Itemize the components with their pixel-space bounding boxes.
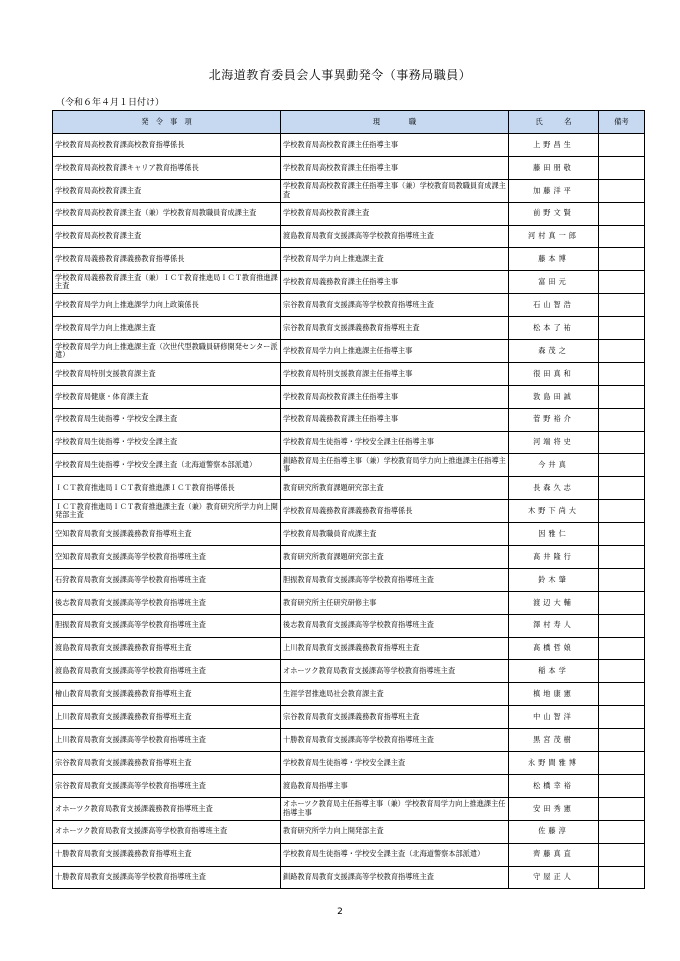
current-position-cell: 学校教育局高校教育課主任指導主事	[281, 134, 509, 157]
table-row	[53, 500, 645, 523]
name-cell: 髙井隆行	[509, 546, 599, 569]
remarks-cell	[599, 477, 645, 500]
current-position-cell: 十勝教育局教育支援課高等学校教育指導班主査	[281, 729, 509, 752]
table-row	[53, 637, 645, 660]
remarks-cell	[599, 156, 645, 179]
table-row	[53, 317, 645, 340]
appointment-cell: 空知教育局教育支援課義務教育指導班主査	[53, 523, 281, 546]
current-position-cell: 学校教育局生徒指導・学校安全課主任指導主事	[281, 431, 509, 454]
remarks-cell	[599, 134, 645, 157]
remarks-cell	[599, 683, 645, 706]
remarks-cell	[599, 454, 645, 477]
remarks-cell	[599, 248, 645, 271]
remarks-cell	[599, 202, 645, 225]
table-row	[53, 660, 645, 683]
appointment-cell: 学校教育局学力向上推進課主査	[53, 317, 281, 340]
table-row	[53, 179, 645, 202]
current-position-cell: 学校教育局義務教育課主任指導主事	[281, 408, 509, 431]
current-position-cell: 宗谷教育局教育支援課義務教育指導班主査	[281, 317, 509, 340]
remarks-cell	[599, 614, 645, 637]
table-row	[53, 134, 645, 157]
table-row	[53, 614, 645, 637]
name-cell: 槙地康憲	[509, 683, 599, 706]
current-position-cell: 生涯学習推進局社会教育課主査	[281, 683, 509, 706]
table-row	[53, 156, 645, 179]
current-position-cell: 学校教育局高校教育課主任指導主事	[281, 156, 509, 179]
current-position-cell: 学校教育局特別支援教育課主任指導主事	[281, 362, 509, 385]
appointment-cell: ＩＣＴ教育推進局ＩＣＴ教育推進課ＩＣＴ教育指導係長	[53, 477, 281, 500]
remarks-cell	[599, 408, 645, 431]
name-cell: 佐藤淳	[509, 820, 599, 843]
current-position-cell: 渡島教育局指導主事	[281, 774, 509, 797]
personnel-table	[52, 110, 645, 889]
current-position-cell: オホーツク教育局教育支援課高等学校教育指導班主査	[281, 660, 509, 683]
table-row	[53, 271, 645, 294]
name-cell: 木野下尚大	[509, 500, 599, 523]
document-title: 北海道教育委員会人事異動発令（事務局職員）	[208, 68, 472, 82]
name-cell: 松本了祐	[509, 317, 599, 340]
current-position-cell: 学校教育局高校教育課主任指導主事（兼）学校教育局教職員育成課主査	[281, 179, 509, 202]
current-position-cell: 釧路教育局主任指導主事（兼）学校教育局学力向上推進課主任指導主事	[281, 454, 509, 477]
remarks-cell	[599, 546, 645, 569]
header-name: 氏 名	[509, 111, 599, 134]
appointment-cell: 胆振教育局教育支援課高等学校教育指導班主査	[53, 614, 281, 637]
table-header-row	[53, 111, 645, 134]
appointment-cell: 学校教育局特別支援教育課主査	[53, 362, 281, 385]
name-cell: 上野昌生	[509, 134, 599, 157]
current-position-cell: 学校教育局学力向上推進課主査	[281, 248, 509, 271]
name-cell: 很田真和	[509, 362, 599, 385]
table-row	[53, 248, 645, 271]
name-cell: 石山智浩	[509, 294, 599, 317]
current-position-cell: 学校教育局生徒指導・学校安全課主査（北海道警察本部派遣）	[281, 843, 509, 866]
name-cell: 今井真	[509, 454, 599, 477]
appointment-cell: 後志教育局教育支援課高等学校教育指導班主査	[53, 591, 281, 614]
appointment-cell: 学校教育局高校教育課キャリア教育指導係長	[53, 156, 281, 179]
name-cell: 澤村寿人	[509, 614, 599, 637]
remarks-cell	[599, 706, 645, 729]
remarks-cell	[599, 271, 645, 294]
current-position-cell: 宗谷教育局教育支援課高等学校教育指導班主査	[281, 294, 509, 317]
remarks-cell	[599, 591, 645, 614]
table-row	[53, 408, 645, 431]
name-cell: 藤田朋敬	[509, 156, 599, 179]
appointment-cell: 学校教育局義務教育課義務教育指導係長	[53, 248, 281, 271]
current-position-cell: 教育研究所主任研究研修主事	[281, 591, 509, 614]
name-cell: 黒宮茂樹	[509, 729, 599, 752]
current-position-cell: 学校教育局学力向上推進課主任指導主事	[281, 340, 509, 363]
appointment-cell: 渡島教育局教育支援課義務教育指導班主査	[53, 637, 281, 660]
appointment-cell: 十勝教育局教育支援課義務教育指導班主査	[53, 843, 281, 866]
table-row	[53, 820, 645, 843]
table-row	[53, 294, 645, 317]
appointment-cell: 石狩教育局教育支援課高等学校教育指導班主査	[53, 568, 281, 591]
table-row	[53, 362, 645, 385]
remarks-cell	[599, 866, 645, 889]
appointment-cell: 空知教育局教育支援課高等学校教育指導班主査	[53, 546, 281, 569]
remarks-cell	[599, 752, 645, 775]
remarks-cell	[599, 362, 645, 385]
header-remarks: 備考	[599, 111, 645, 134]
name-cell: 松橋幸裕	[509, 774, 599, 797]
current-position-cell: 宗谷教育局教育支援課義務教育指導班主査	[281, 706, 509, 729]
current-position-cell: 学校教育局義務教育課義務教育指導係長	[281, 500, 509, 523]
name-cell: 安田秀憲	[509, 797, 599, 820]
appointment-cell: 宗谷教育局教育支援課高等学校教育指導班主査	[53, 774, 281, 797]
table-row	[53, 340, 645, 363]
name-cell: 長森久志	[509, 477, 599, 500]
current-position-cell: 教育研究所学力向上開発部主査	[281, 820, 509, 843]
remarks-cell	[599, 523, 645, 546]
current-position-cell: 釧路教育局教育支援課高等学校教育指導班主査	[281, 866, 509, 889]
remarks-cell	[599, 225, 645, 248]
name-cell: 永野間雅博	[509, 752, 599, 775]
appointment-cell: 檜山教育局教育支援課義務教育指導班主査	[53, 683, 281, 706]
remarks-cell	[599, 774, 645, 797]
header-appointment: 発 令 事 項	[53, 111, 281, 134]
remarks-cell	[599, 660, 645, 683]
current-position-cell: 学校教育局高校教育課主任指導主事	[281, 385, 509, 408]
table-row	[53, 385, 645, 408]
remarks-cell	[599, 500, 645, 523]
table-row	[53, 797, 645, 820]
header-current-position: 現 職	[281, 111, 509, 134]
current-position-cell: 学校教育局義務教育課主任指導主事	[281, 271, 509, 294]
remarks-cell	[599, 385, 645, 408]
current-position-cell: 学校教育局教職員育成課主査	[281, 523, 509, 546]
table-body	[53, 134, 645, 889]
table-row	[53, 706, 645, 729]
table-row	[53, 454, 645, 477]
table-row	[53, 752, 645, 775]
name-cell: 因雅仁	[509, 523, 599, 546]
remarks-cell	[599, 317, 645, 340]
name-cell: 森茂之	[509, 340, 599, 363]
table-row	[53, 523, 645, 546]
remarks-cell	[599, 820, 645, 843]
name-cell: 前野文賢	[509, 202, 599, 225]
appointment-cell: 学校教育局学力向上推進課学力向上政策係長	[53, 294, 281, 317]
table-row	[53, 477, 645, 500]
appointment-cell: 十勝教育局教育支援課高等学校教育指導班主査	[53, 866, 281, 889]
current-position-cell: 渡島教育局教育支援課高等学校教育指導班主査	[281, 225, 509, 248]
remarks-cell	[599, 637, 645, 660]
appointment-cell: 宗谷教育局教育支援課義務教育指導班主査	[53, 752, 281, 775]
name-cell: 藤本博	[509, 248, 599, 271]
table-row	[53, 202, 645, 225]
appointment-cell: 学校教育局生徒指導・学校安全課主査	[53, 431, 281, 454]
appointment-cell: 学校教育局高校教育課高校教育指導係長	[53, 134, 281, 157]
appointment-cell: 渡島教育局教育支援課高等学校教育指導班主査	[53, 660, 281, 683]
appointment-cell: 学校教育局高校教育課主査（兼）学校教育局教職員育成課主査	[53, 202, 281, 225]
table-row	[53, 774, 645, 797]
name-cell: 河端将史	[509, 431, 599, 454]
table-row	[53, 866, 645, 889]
appointment-cell: 学校教育局義務教育課主査（兼）ＩＣＴ教育推進局ＩＣＴ教育推進課主査	[53, 271, 281, 294]
name-cell: 守屋正人	[509, 866, 599, 889]
remarks-cell	[599, 797, 645, 820]
table-row	[53, 568, 645, 591]
table-row	[53, 591, 645, 614]
table-row	[53, 225, 645, 248]
current-position-cell: 教育研究所教育課題研究部主査	[281, 477, 509, 500]
remarks-cell	[599, 179, 645, 202]
appointment-cell: 学校教育局生徒指導・学校安全課主査	[53, 408, 281, 431]
appointment-cell: 上川教育局教育支援課義務教育指導班主査	[53, 706, 281, 729]
table-row	[53, 843, 645, 866]
table-row	[53, 546, 645, 569]
current-position-cell: オホーツク教育局主任指導主事（兼）学校教育局学力向上推進課主任指導主事	[281, 797, 509, 820]
appointment-cell: オホーツク教育局教育支援課義務教育指導班主査	[53, 797, 281, 820]
name-cell: 稲本学	[509, 660, 599, 683]
name-cell: 河村真一郎	[509, 225, 599, 248]
name-cell: 菅野裕介	[509, 408, 599, 431]
appointment-cell: 上川教育局教育支援課高等学校教育指導班主査	[53, 729, 281, 752]
name-cell: 富田元	[509, 271, 599, 294]
appointment-cell: 学校教育局健康・体育課主査	[53, 385, 281, 408]
current-position-cell: 上川教育局教育支援課義務教育指導班主査	[281, 637, 509, 660]
name-cell: 渡辺大輔	[509, 591, 599, 614]
current-position-cell: 学校教育局高校教育課主査	[281, 202, 509, 225]
remarks-cell	[599, 340, 645, 363]
effective-date: （令和６年４月１日付け）	[56, 98, 165, 108]
appointment-cell: 学校教育局学力向上推進課主査（次世代型教職員研修開発センター派遣）	[53, 340, 281, 363]
current-position-cell: 教育研究所教育課題研究部主査	[281, 546, 509, 569]
name-cell: 鈴木肇	[509, 568, 599, 591]
appointment-cell: ＩＣＴ教育推進局ＩＣＴ教育推進課主査（兼）教育研究所学力向上開発部主査	[53, 500, 281, 523]
remarks-cell	[599, 294, 645, 317]
remarks-cell	[599, 843, 645, 866]
current-position-cell: 学校教育局生徒指導・学校安全課主査	[281, 752, 509, 775]
name-cell: 齊藤真直	[509, 843, 599, 866]
name-cell: 中山智洋	[509, 706, 599, 729]
table-row	[53, 683, 645, 706]
remarks-cell	[599, 431, 645, 454]
appointment-cell: 学校教育局生徒指導・学校安全課主査（北海道警察本部派遣）	[53, 454, 281, 477]
name-cell: 敦島田誠	[509, 385, 599, 408]
table-row	[53, 729, 645, 752]
remarks-cell	[599, 568, 645, 591]
remarks-cell	[599, 729, 645, 752]
current-position-cell: 胆振教育局教育支援課高等学校教育指導班主査	[281, 568, 509, 591]
appointment-cell: 学校教育局高校教育課主査	[53, 179, 281, 202]
current-position-cell: 後志教育局教育支援課高等学校教育指導班主査	[281, 614, 509, 637]
name-cell: 加藤洋平	[509, 179, 599, 202]
page-number: 2	[337, 907, 343, 917]
appointment-cell: オホーツク教育局教育支援課高等学校教育指導班主査	[53, 820, 281, 843]
table-row	[53, 431, 645, 454]
appointment-cell: 学校教育局高校教育課主査	[53, 225, 281, 248]
name-cell: 髙橋哲娘	[509, 637, 599, 660]
